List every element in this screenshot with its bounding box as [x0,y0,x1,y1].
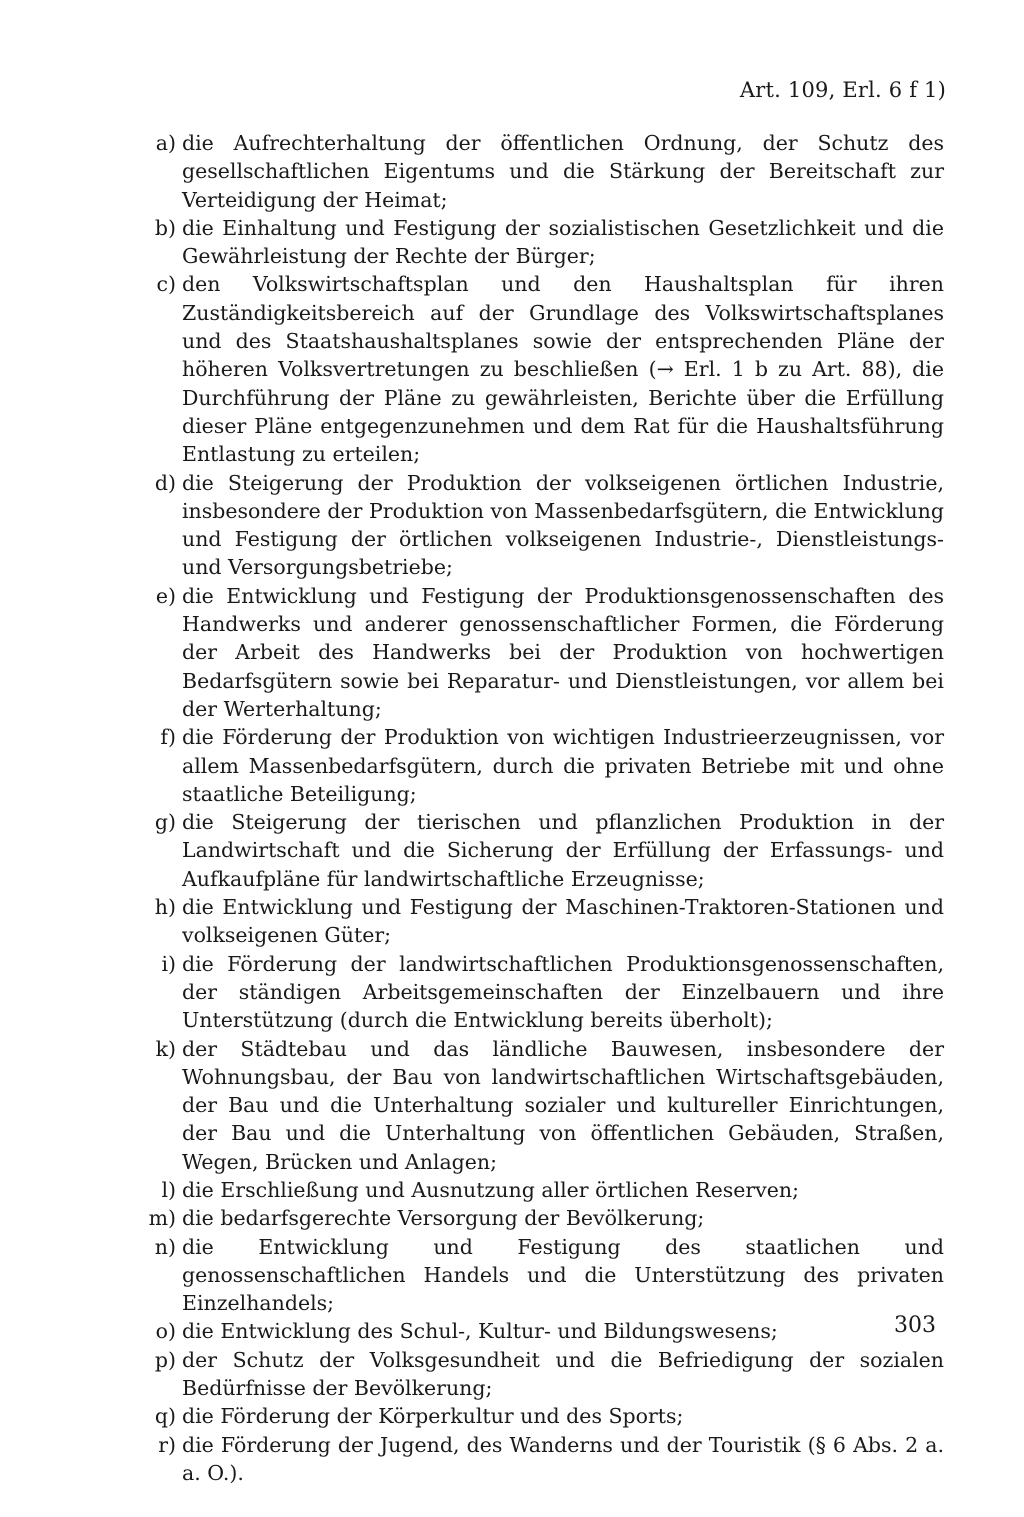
item-text: die Förderung der Produktion von wichtigen Industrieerzeugnissen, vor allem Massenbedarfsgütern, durch die privaten Betriebe mit und ohne staatliche Beteiligung; [182,725,944,806]
item-label: b) [154,215,176,240]
item-label: l) [161,1177,176,1202]
item-label: i) [161,951,176,976]
list-item-p [144,1346,944,1403]
item-text: die Förderung der Jugend, des Wanderns und der Touristik (§ 6 Abs. 2 a. a. O.). [182,1432,944,1485]
item-label: f) [160,725,176,750]
list-item-d [144,469,944,582]
item-label: e) [155,583,176,608]
list-item-b [144,214,944,271]
item-label: k) [155,1036,176,1061]
item-text: die Erschließung und Ausnutzung aller örtlichen Reserven; [182,1177,799,1202]
item-text: die Steigerung der tierischen und pflanzlichen Produktion in der Landwirtschaft und die Sicherung der Erfüllung der Erfassungs- und Aufkaufpläne für landwirtschaftliche Erzeugnisse; [182,810,944,891]
item-label: o) [155,1319,176,1344]
item-label: g) [154,810,176,835]
list-item-k [144,1035,944,1176]
list-item-r [144,1431,944,1488]
enumerated-list [144,129,944,1487]
item-label: h) [154,895,176,920]
item-text: die Entwicklung des Schul-, Kultur- und Bildungswesens; [182,1319,778,1344]
item-text: die bedarfsgerechte Versorgung der Bevölkerung; [182,1206,705,1231]
item-text: die Förderung der landwirtschaftlichen Produktionsgenossenschaften, der ständigen Arbeitsgemeinschaften der Einzelbauern und ihre Unterstützung (durch die Entwicklung bereits überholt); [182,951,944,1033]
item-text: die Einhaltung und Festigung der sozialistischen Gesetzlichkeit und die Gewährleistung der Rechte der Bürger; [182,215,944,269]
list-item-o [144,1317,944,1345]
item-text: die Förderung der Körperkultur und des Sports; [182,1404,684,1429]
list-item-a [144,129,944,214]
item-label: m) [148,1206,176,1231]
list-item-h [144,893,944,950]
list-item-q [144,1402,944,1430]
running-head: Art. 109, Erl. 6 f 1) [739,78,946,102]
list-item-i [144,950,944,1035]
item-label: p) [154,1347,176,1372]
item-label: q) [154,1404,176,1429]
item-label: r) [158,1432,176,1457]
item-text: der Städtebau und das ländliche Bauwesen, insbesondere der Wohnungsbau, der Bau von landwirtschaftlichen Wirtschaftsgebäuden, der Bau und die Unterhaltung sozialer und kultureller Einrichtungen, der Bau und die Unterhaltung von öffentlichen Gebäuden, Straßen, Wegen, Brücken und Anlagen; [182,1036,944,1174]
item-text: die Entwicklung und Festigung des staatlichen und genossenschaftlichen Handels und die Unterstützung des privaten Einzelhandels; [182,1234,944,1316]
item-text: der Schutz der Volksgesundheit und die Befriedigung der sozialen Bedürfnisse der Bevölkerung; [182,1347,944,1401]
item-label: d) [154,470,176,495]
list-item-c [144,270,944,468]
item-label: n) [154,1234,176,1259]
list-item-m [144,1204,944,1232]
item-text: die Entwicklung und Festigung der Maschinen-Traktoren-Stationen und volkseigenen Güter; [182,895,944,948]
list-item-f [144,723,944,808]
item-label: a) [155,131,176,155]
item-text: die Steigerung der Produktion der volkseigenen örtlichen Industrie, insbesondere der Produktion von Massenbedarfsgütern, die Entwicklung und Festigung der örtlichen volkseigenen Industrie-, Dienstleistungs- und Versorgungsbetriebe; [182,470,944,580]
list-item-e [144,582,944,723]
item-text: die Aufrechterhaltung der öffentlichen Ordnung, der Schutz des gesellschaftlichen Eigentums und die Stärkung der Bereitschaft zur Verteidigung der Heimat; [182,131,944,212]
item-text: die Entwicklung und Festigung der Produktionsgenossenschaften des Handwerks und anderer genossenschaftlicher Formen, die Förderung der Arbeit des Handwerks bei der Produktion von hochwertigen Bedarfsgütern sowie bei Reparatur- und Dienstleistungen, vor allem bei der Werterhaltung; [182,583,944,721]
item-label: c) [156,272,176,297]
item-text: den Volkswirtschaftsplan und den Haushaltsplan für ihren Zuständigkeitsbereich auf der Grundlage des Volkswirtschaftsplanes und des Staatshaushaltsplanes sowie der entsprechenden Pläne der höheren Volksvertretungen zu beschließen (→ Erl. 1 b zu Art. 88), die Durchführung der Pläne zu gewährleisten, Berichte über die Erfüllung dieser Pläne entgegenzunehmen und dem Rat für die Haushaltsführung Entlastung zu erteilen; [182,272,944,467]
page-number: 303 [894,1313,936,1338]
list-item-n [144,1233,944,1318]
list-item-l [144,1176,944,1204]
list-item-g [144,808,944,893]
